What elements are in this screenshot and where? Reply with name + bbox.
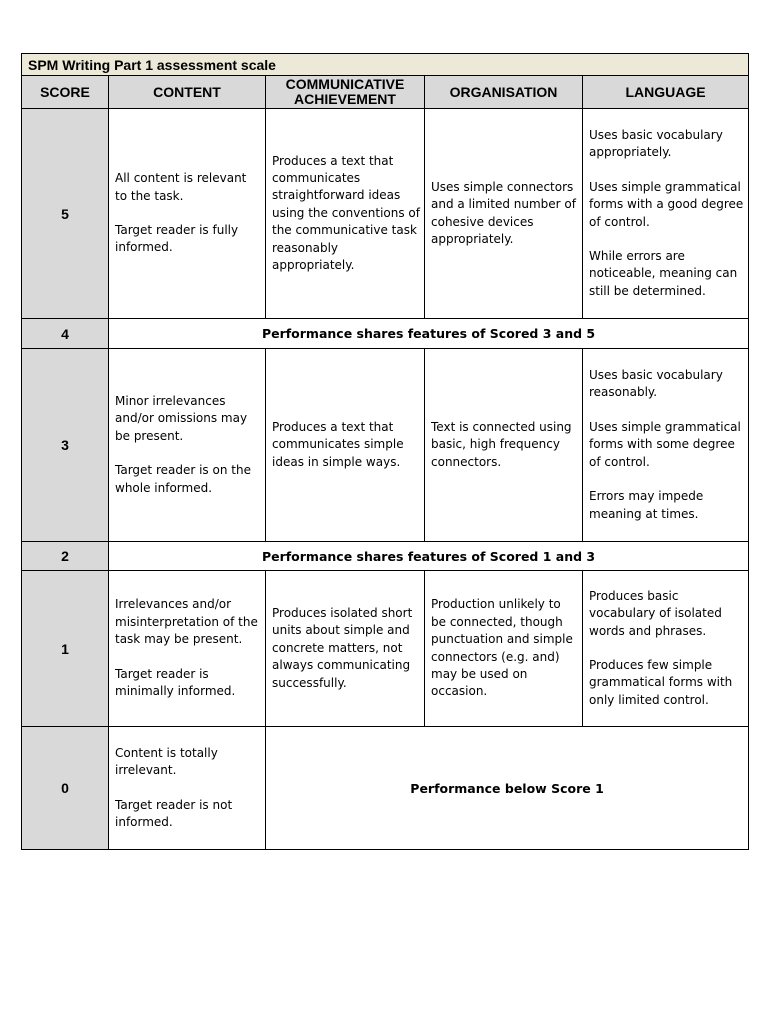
- shared-features-text: Performance shares features of Scored 1 and 3: [109, 542, 749, 571]
- shared-features-text: Performance shares features of Scored 3 and 5: [109, 319, 749, 349]
- header-language: LANGUAGE: [583, 76, 749, 109]
- organisation-cell: [425, 349, 583, 542]
- header-row: [22, 76, 749, 109]
- content-text: Target reader is fully informed.: [115, 223, 239, 255]
- header-communicative-line1: COMMUNICATIVE: [285, 76, 405, 92]
- communicative-text: Produces isolated short units about simple and concrete matters, not always communicating successfully.: [272, 605, 413, 690]
- language-text: Uses basic vocabulary reasonably.: [589, 368, 723, 400]
- communicative-cell: [266, 109, 425, 319]
- content-cell: [109, 727, 266, 850]
- header-score: SCORE: [22, 76, 109, 109]
- header-communicative-line2: ACHIEVEMENT: [294, 91, 396, 107]
- language-cell: [583, 571, 749, 727]
- communicative-text: Produces a text that communicates straightforward ideas using the conventions of the communicative task reasonably appropriately.: [272, 153, 420, 273]
- content-text: Minor irrelevances and/or omissions may be present.: [115, 393, 248, 443]
- content-cell: [109, 349, 266, 542]
- language-text: Produces basic vocabulary of isolated words and phrases.: [589, 588, 722, 638]
- score-cell: 3: [22, 349, 109, 542]
- score-row-4: [22, 319, 749, 349]
- language-text: Errors may impede meaning at times.: [589, 489, 704, 521]
- organisation-cell: [425, 109, 583, 319]
- score-row-0: [22, 727, 749, 850]
- organisation-text: Uses simple connectors and a limited number of cohesive devices appropriately.: [431, 179, 576, 246]
- language-text: Uses simple grammatical forms with some degree of control.: [589, 419, 741, 469]
- score-row-3: [22, 349, 749, 542]
- language-text: While errors are noticeable, meaning can still be determined.: [589, 248, 738, 298]
- title-row: [22, 54, 749, 76]
- content-text: Target reader is not informed.: [115, 797, 233, 829]
- language-text: Produces few simple grammatical forms with only limited control.: [589, 658, 733, 707]
- communicative-text: Produces a text that communicates simple ideas in simple ways.: [272, 419, 404, 469]
- language-cell: [583, 109, 749, 319]
- content-text: Content is totally irrelevant.: [115, 745, 218, 778]
- assessment-scale-table: [21, 53, 749, 850]
- header-communicative-achievement: [266, 76, 425, 109]
- table-title: SPM Writing Part 1 assessment scale: [22, 54, 749, 76]
- score-cell: 4: [22, 319, 109, 349]
- score-row-2: [22, 542, 749, 571]
- communicative-cell: [266, 571, 425, 727]
- score-row-5: [22, 109, 749, 319]
- score-cell: 0: [22, 727, 109, 850]
- score-cell: 2: [22, 542, 109, 571]
- score-cell: 5: [22, 109, 109, 319]
- header-content: CONTENT: [109, 76, 266, 109]
- content-text: Target reader is minimally informed.: [115, 666, 236, 699]
- language-text: Uses simple grammatical forms with a good degree of control.: [589, 179, 744, 229]
- score-row-1: [22, 571, 749, 727]
- performance-below-text: Performance below Score 1: [266, 727, 749, 850]
- header-organisation: ORGANISATION: [425, 76, 583, 109]
- content-cell: [109, 109, 266, 319]
- content-text: All content is relevant to the task.: [115, 171, 247, 203]
- language-text: Uses basic vocabulary appropriately.: [589, 127, 723, 160]
- organisation-text: Text is connected using basic, high frequency connectors.: [431, 419, 572, 469]
- content-text: Irrelevances and/or misinterpretation of the task may be present.: [115, 597, 258, 647]
- communicative-cell: [266, 349, 425, 542]
- organisation-cell: [425, 571, 583, 727]
- content-cell: [109, 571, 266, 727]
- score-cell: 1: [22, 571, 109, 727]
- content-text: Target reader is on the whole informed.: [115, 463, 251, 495]
- organisation-text: Production unlikely to be connected, though punctuation and simple connectors (e.g. and) may be used on occasion.: [431, 597, 573, 699]
- language-cell: [583, 349, 749, 542]
